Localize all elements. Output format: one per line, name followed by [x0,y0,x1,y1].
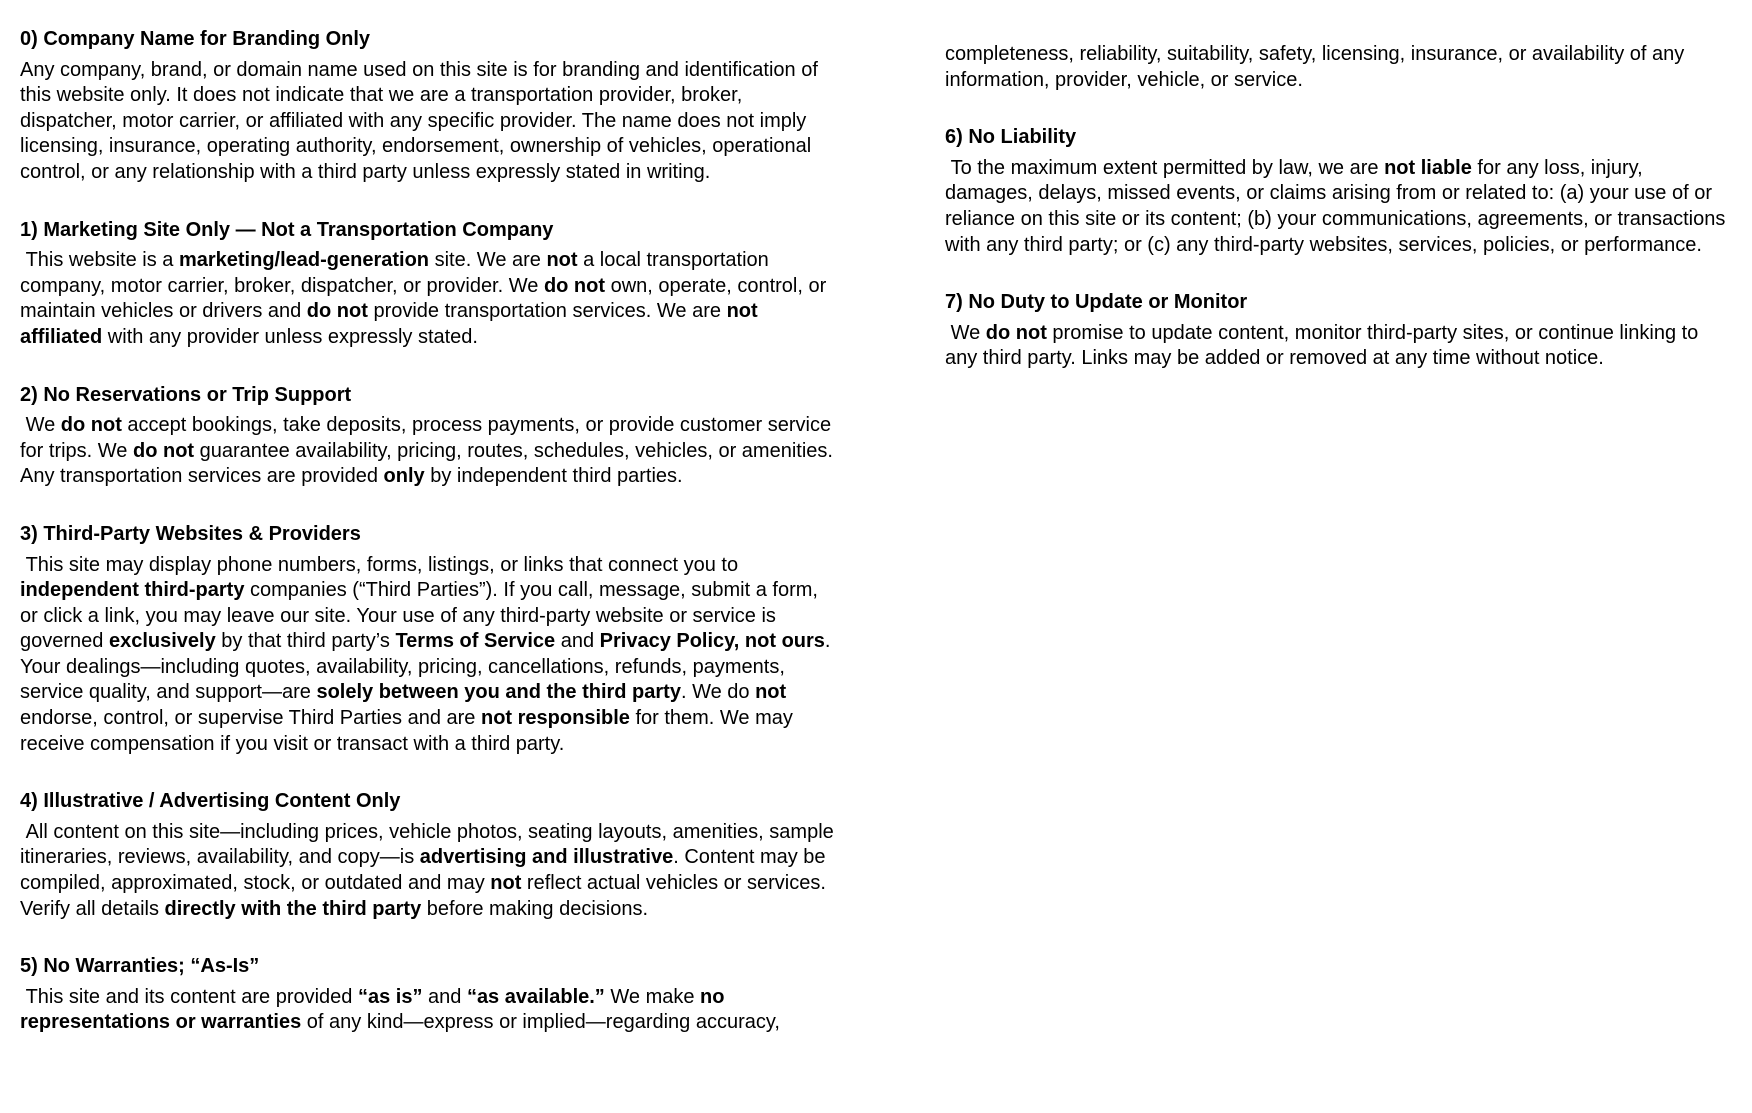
text-run: . Your dealings—including quotes, availability, pricing, cancellations, refunds, payments, service quality, and support—are [20,630,836,704]
section-1-marketing-site-only [20,218,838,351]
bold-text-run: “as available.” [466,985,605,1008]
text-run: provide transportation services. We are [367,300,727,323]
section-paragraph [945,156,1735,258]
section-paragraph [20,248,838,350]
section-heading: 4) Illustrative / Advertising Content Only [20,790,401,813]
bold-text-run: “as is” [357,985,423,1008]
text-run: companies (“Third Parties”). If you call, message, submit a form, or click a link, you may leave our site. Your use of any third-party website or service is governed [20,579,824,653]
section-paragraph [20,820,838,922]
text-run: . Content may be compiled, approximated, stock, or outdated and may [20,846,832,895]
text-run: To the maximum extent permitted by law, we are [945,156,1385,179]
section-4-illustrative-content [20,789,838,922]
text-run: We [945,321,986,344]
section-heading: 0) Company Name for Branding Only [20,28,371,50]
text-run: accept bookings, take deposits, process payments, or provide customer service for trips. We [20,414,837,462]
right-text-column [945,42,1735,404]
section-heading: 5) No Warranties; “As-Is” [20,955,260,978]
section-heading: 1) Marketing Site Only — Not a Transportation Company [20,218,554,241]
bold-text-run: Terms of Service [395,630,556,653]
bold-text-run: Privacy Policy, not ours [599,630,825,653]
section-heading: 6) No Liability [945,126,1077,149]
section-paragraph [945,42,1735,93]
text-run: Any company, brand, or domain name used on this site is for branding and identification of this website only. It does not indicate that we are a transportation provider, broker, dispatcher, motor carrier, or affiliated with any specific provider. The name does not imply licensing, insurance, operating authority, endorsement, ownership of vehicles, operational control, or any relationship with a third party unless expressly stated in writing. [20,58,824,183]
text-run: endorse, control, or supervise Third Parties and are [20,681,792,730]
text-run: and [555,630,600,653]
text-run: guarantee availability, pricing, routes, schedules, vehicles, or amenities. Any transportation services are provided [20,439,838,488]
text-run: completeness, reliability, suitability, safety, licensing, insurance, or availability of any information, provider, vehicle, or service. [945,43,1690,91]
text-run: own, operate, control, or maintain vehicles or drivers and [20,274,832,323]
text-run: promise to update content, monitor third-party sites, or continue linking to any third party. Links may be added or removed at any time without notice. [945,321,1704,370]
bold-text-run: not [490,872,522,895]
section-heading: 7) No Duty to Update or Monitor [945,291,1248,314]
bold-text-run: solely between you and the third party [316,681,681,704]
section-paragraph [945,321,1735,372]
section-paragraph [20,413,838,490]
text-run: a local transportation company, motor carrier, broker, dispatcher, or provider. We [20,249,775,297]
text-run: reflect actual vehicles or services. Verify all details [20,872,832,920]
text-run: This site may display phone numbers, forms, listings, or links that connect you to [20,553,744,576]
bold-text-run: do not [985,321,1047,344]
section-heading: 2) No Reservations or Trip Support [20,383,352,406]
text-run: with any provider unless expressly stated. [102,325,478,348]
section-7-no-duty-to-update [945,290,1735,372]
bold-text-run: not responsible [480,707,630,730]
bold-text-run: exclusively [108,630,216,653]
section-6-no-liability [945,125,1735,258]
section-paragraph [20,985,838,1036]
bold-text-run: no representations or warranties [20,985,731,1034]
bold-text-run: do not [60,414,122,437]
bold-text-run: not [546,249,578,272]
text-run: This site and its content are provided [20,985,358,1008]
bold-text-run: do not [543,274,606,297]
text-run: and [422,985,467,1008]
text-run: by independent third parties. [424,465,683,488]
section-heading: 3) Third-Party Websites & Providers [20,522,361,545]
text-run: This website is a [20,249,179,272]
bold-text-run: not [755,681,787,704]
bold-text-run: only [383,465,425,488]
bold-text-run: advertising and illustrative [419,846,674,869]
bold-text-run: not liable [1384,156,1472,179]
section-paragraph [20,58,838,186]
bold-text-run: do not [306,300,368,323]
bold-text-run: not affiliated [20,300,764,348]
text-run: for them. We may receive compensation if you visit or transact with a third party. [20,707,799,755]
bold-text-run: marketing/lead-generation [178,249,430,272]
text-run: of any kind—express or implied—regarding accuracy, [301,1011,780,1034]
section-paragraph [20,553,838,758]
text-run: All content on this site—including prices, vehicle photos, seating layouts, amenities, sample itineraries, reviews, availability, and copy—is [20,820,840,869]
bold-text-run: do not [133,439,195,462]
section-2-no-reservations [20,383,838,490]
text-run: We make [604,985,701,1008]
section-0-branding [20,27,838,186]
text-run: before making decisions. [421,897,649,920]
bold-text-run: directly with the third party [164,897,422,920]
text-run: We [20,414,61,437]
section-3-third-party [20,522,838,757]
text-run: . We do [680,681,756,704]
bold-text-run: independent third-party [20,579,245,602]
section-5-no-warranties [20,954,838,1036]
text-run: for any loss, injury, damages, delays, missed events, or claims arising from or related to: (a) your use of or reliance on this site or its content; (b) your communications, agreements, or transactions with any third party; or (c) any third-party websites, services, policies, or performance. [945,156,1731,256]
section-5-no-warranties-continued [945,42,1735,93]
left-text-column [20,27,838,1068]
text-run: site. We are [429,249,547,272]
text-run: by that third party’s [215,630,396,653]
